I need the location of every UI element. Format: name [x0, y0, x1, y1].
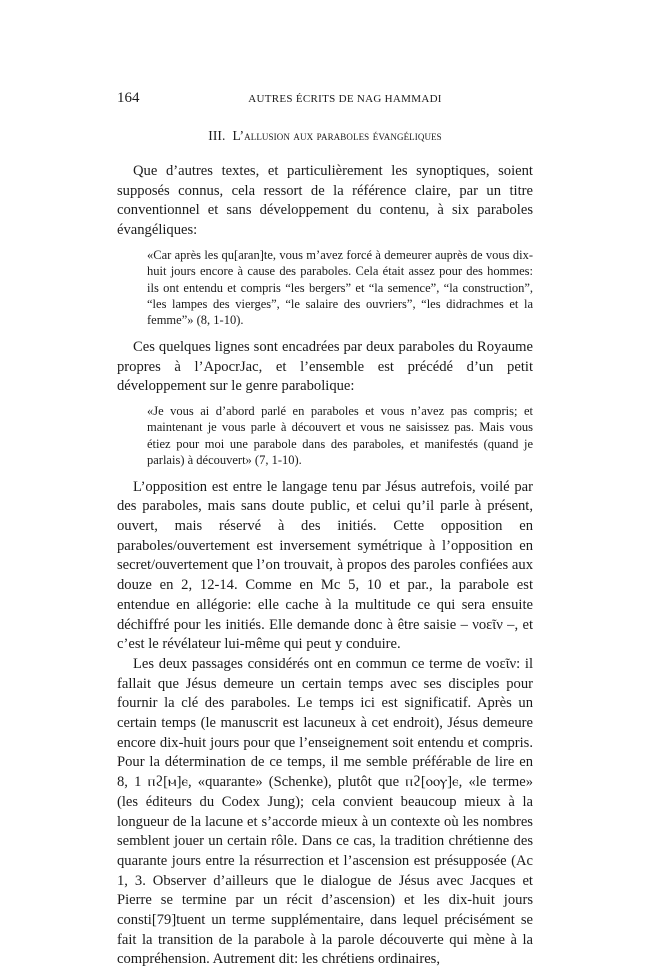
- paragraph-3: L’opposition est entre le langage tenu par Jésus autrefois, voilé par des paraboles, mais sans doute public, et celui qu’il parle à présent, ouvert, mais réservé à des initiés. Cette opposition en paraboles/ouvertement est inversement symétrique à l’opposition en secret/ouvertement que l’on trouvait, à propos des paroles confiées aux douze en 2, 12-14. Comme en Mc 5, 10 et par., la parabole est entendue en allégorie: elle cache à la multitude ce qui sera ensuite déchiffré pour les initiés. Elle demande donc à être saisie – νοεῖν –, et c’est le révélateur lui-même qui peut y conduire.: [117, 478, 533, 653]
- section-title: [117, 128, 533, 144]
- paragraph-1: Que d’autres textes, et particulièrement les synoptiques, soient supposés connus, cela ressort de la référence claire, par un titre conventionnel et sans développement du contenu, à six paraboles évangéliques:: [117, 163, 533, 239]
- page-number: 164: [117, 90, 140, 106]
- block-quote-2: «Je vous ai d’abord parlé en paraboles et vous n’avez pas compris; et maintenant je vous parle à découvert et vous ne saisissez pas. Mais vous étiez pour moi une parabole dans des paraboles, et manifestés (quand je parlais) à découvert» (7, 1-10).: [147, 403, 533, 468]
- page-header: [117, 90, 533, 110]
- main-text: [117, 162, 533, 970]
- running-head: AUTRES ÉCRITS DE NAG HAMMADI: [248, 93, 442, 105]
- section-numeral: III.: [208, 128, 226, 143]
- paragraph-4: Les deux passages considérés ont en commun ce terme de νοεῖν: il fallait que Jésus demeure un certain temps avec ses disciples pour fournir la clé des paraboles. Le temps ici est significatif. Après un certain temps (le manuscrit est lacuneux à cet endroit), Jésus demeure encore dix-huit jours pour que l’enseignement soit entendu et compris. Pour la détermination de ce temps, il me semble préférable de lire en 8, 1 ⲡϩ[ⲙ]ⲉ, «quarante» (Schenke), plutôt que ⲡϩ[ⲟⲟⲩ]ⲉ, «le terme» (les éditeurs du Codex Jung); cela convient beaucoup mieux à la longueur de la lacune et s’accorde mieux à un contexte où les nombres semblent jouer un certain rôle. Dans ce cas, la tradition chrétienne des quarante jours entre la résurrection et l’ascension est présupposée (Ac 1, 3. Observer d’ailleurs que le dialogue de Jésus avec Jacques et Pierre se termine par un récit d’ascension) et les dix-huit jours consti[79]tuent un terme supplémentaire, dans lequel précisément se fait la transition de la parabole à la parole découverte qui mène à la compréhension. Autrement dit: les chrétiens ordinaires,: [117, 655, 533, 968]
- section-title-text: L’allusion aux paraboles évangéliques: [232, 128, 442, 143]
- block-quote-1: «Car après les qu[aran]te, vous m’avez forcé à demeurer auprès de vous dix-huit jours encore à cause des paraboles. Cela était assez pour des hommes: ils ont entendu et compris “les bergers” et “la semence”, “la construction”, “les lampes des vierges”, “le salaire des ouvriers”, “les didrachmes et la femme”» (8, 1-10).: [147, 247, 533, 328]
- paragraph-2: Ces quelques lignes sont encadrées par deux paraboles du Royaume propres à l’ApocrJac, et l’ensemble est précédé d’un petit développement sur le genre parabolique:: [117, 338, 533, 395]
